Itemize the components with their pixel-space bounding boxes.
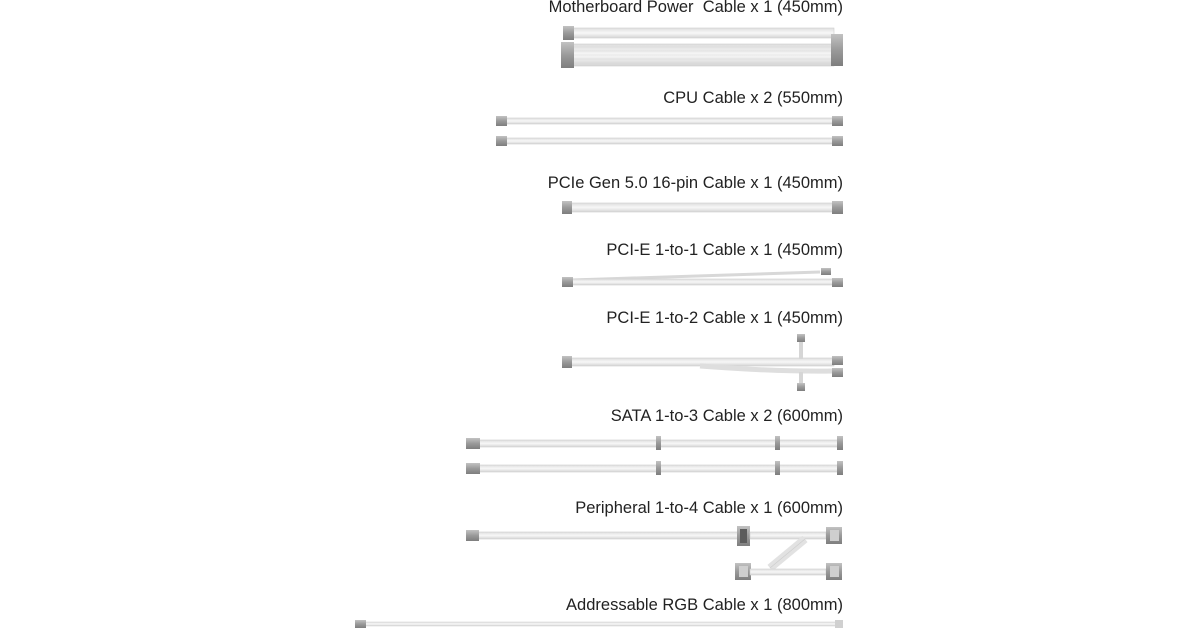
sata-cable-1 <box>466 436 843 450</box>
cpu-cable-2 <box>496 136 843 146</box>
label-pcie-1to1-cable: PCI-E 1-to-1 Cable x 1 (450mm) <box>606 241 843 259</box>
motherboard-connector-left <box>561 42 574 68</box>
label-cpu-cable: CPU Cable x 2 (550mm) <box>663 89 843 107</box>
label-argb-cable: Addressable RGB Cable x 1 (800mm) <box>566 596 843 614</box>
label-peripheral-cable: Peripheral 1-to-4 Cable x 1 (600mm) <box>575 499 843 517</box>
label-pcie-1to2-cable: PCI-E 1-to-2 Cable x 1 (450mm) <box>606 309 843 327</box>
label-sata-cable: SATA 1-to-3 Cable x 2 (600mm) <box>610 407 843 425</box>
argb-cable <box>355 620 843 628</box>
pcie-1to1-cable <box>562 268 843 287</box>
motherboard-cable <box>561 26 843 68</box>
cpu-cable-1 <box>496 116 843 126</box>
peripheral-cable <box>466 526 842 580</box>
pcie-gen5-cable <box>562 201 843 214</box>
pcie-1to2-cable <box>562 334 843 391</box>
motherboard-connector-top-left <box>563 26 574 40</box>
label-pcie-gen5-cable: PCIe Gen 5.0 16-pin Cable x 1 (450mm) <box>547 174 843 192</box>
sata-cable-2 <box>466 461 843 475</box>
label-motherboard-cable: Motherboard Power Cable x 1 (450mm) <box>548 0 843 16</box>
motherboard-connector-right <box>831 34 843 66</box>
